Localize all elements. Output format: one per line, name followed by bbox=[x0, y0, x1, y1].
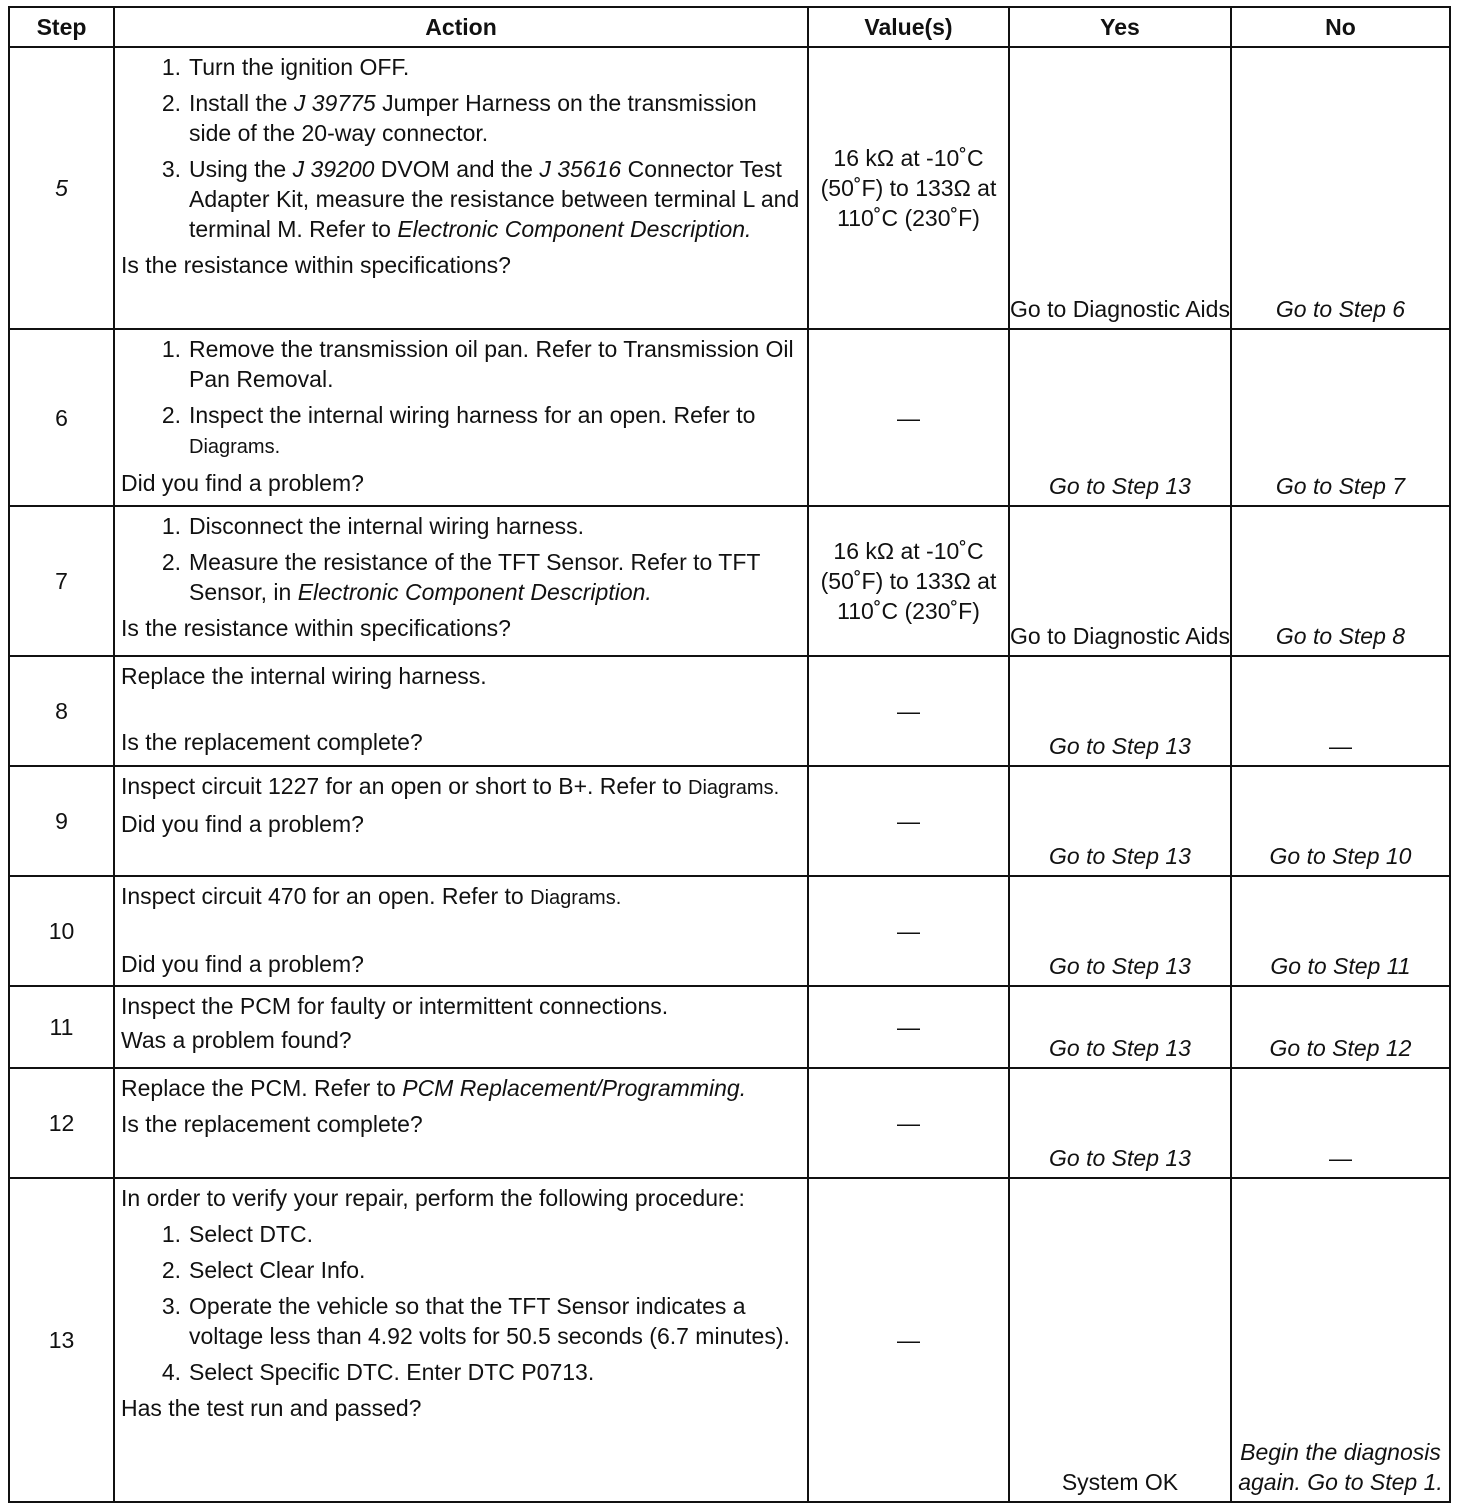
no-cell: — bbox=[1231, 1068, 1450, 1178]
value-cell: — bbox=[808, 766, 1009, 876]
step-number: 8 bbox=[9, 656, 114, 766]
table-row bbox=[9, 47, 1450, 329]
list-item: 1. Select DTC. bbox=[161, 1221, 313, 1247]
list-item: 2. Inspect the internal wiring harness for an open. Refer to Diagrams. bbox=[161, 402, 756, 458]
question: Was a problem found? bbox=[121, 1027, 352, 1053]
value-cell: — bbox=[808, 1068, 1009, 1178]
action-text: Inspect circuit 1227 for an open or short to B+. Refer to Diagrams. bbox=[121, 773, 780, 799]
action-cell bbox=[114, 506, 808, 656]
table-row bbox=[9, 1178, 1450, 1502]
no-cell: Go to Step 11 bbox=[1231, 876, 1450, 986]
action-cell bbox=[114, 329, 808, 506]
step-number: 5 bbox=[9, 47, 114, 329]
list-item: 1. Turn the ignition OFF. bbox=[161, 54, 410, 80]
yes-cell: Go to Step 13 bbox=[1009, 766, 1231, 876]
header-row bbox=[9, 7, 1450, 47]
value-cell: — bbox=[808, 1178, 1009, 1502]
value-cell: 16 kΩ at -10˚C (50˚F) to 133Ω at 110˚C (230˚F) bbox=[808, 47, 1009, 329]
action-text: In order to verify your repair, perform the following procedure: bbox=[121, 1185, 745, 1211]
no-cell: Begin the diagnosis again. Go to Step 1. bbox=[1231, 1178, 1450, 1502]
step-number: 9 bbox=[9, 766, 114, 876]
list-item: 1. Disconnect the internal wiring harness. bbox=[161, 513, 585, 539]
action-cell bbox=[114, 876, 808, 986]
value-cell: — bbox=[808, 329, 1009, 506]
action-text: Inspect circuit 470 for an open. Refer to Diagrams. bbox=[121, 883, 622, 909]
step-number: 13 bbox=[9, 1178, 114, 1502]
table-row bbox=[9, 329, 1450, 506]
question: Has the test run and passed? bbox=[121, 1395, 422, 1421]
list-item: 3. Using the J 39200 DVOM and the J 35616 Connector Test Adapter Kit, measure the resistance between terminal L and terminal M. Refer to Electronic Component Description. bbox=[161, 156, 800, 242]
value-cell: — bbox=[808, 876, 1009, 986]
question: Is the resistance within specifications? bbox=[121, 615, 511, 641]
step-number: 11 bbox=[9, 986, 114, 1068]
table-row bbox=[9, 876, 1450, 986]
yes-cell: Go to Step 13 bbox=[1009, 656, 1231, 766]
step-number: 7 bbox=[9, 506, 114, 656]
yes-cell: Go to Step 13 bbox=[1009, 876, 1231, 986]
action-cell bbox=[114, 1178, 808, 1502]
question: Did you find a problem? bbox=[121, 470, 364, 496]
action-cell bbox=[114, 1068, 808, 1178]
action-text: Replace the PCM. Refer to PCM Replacement/Programming. bbox=[121, 1075, 747, 1101]
header-step: Step bbox=[9, 7, 114, 47]
action-cell bbox=[114, 656, 808, 766]
question: Is the replacement complete? bbox=[121, 729, 423, 755]
list-item: 2. Select Clear Info. bbox=[161, 1257, 366, 1283]
table-row bbox=[9, 506, 1450, 656]
yes-cell: Go to Diagnostic Aids bbox=[1009, 47, 1231, 329]
table-row bbox=[9, 1068, 1450, 1178]
diagnostic-table bbox=[8, 6, 1451, 1503]
value-cell: — bbox=[808, 656, 1009, 766]
value-cell: — bbox=[808, 986, 1009, 1068]
header-yes: Yes bbox=[1009, 7, 1231, 47]
question: Did you find a problem? bbox=[121, 811, 364, 837]
step-number: 12 bbox=[9, 1068, 114, 1178]
yes-cell: Go to Step 13 bbox=[1009, 329, 1231, 506]
yes-cell: Go to Step 13 bbox=[1009, 1068, 1231, 1178]
table-row bbox=[9, 656, 1450, 766]
list-item: 3. Operate the vehicle so that the TFT Sensor indicates a voltage less than 4.92 volts for 50.5 seconds (6.7 minutes). bbox=[161, 1293, 790, 1349]
question: Did you find a problem? bbox=[121, 951, 364, 977]
list-item: 4. Select Specific DTC. Enter DTC P0713. bbox=[161, 1359, 595, 1385]
no-cell: Go to Step 7 bbox=[1231, 329, 1450, 506]
value-cell: 16 kΩ at -10˚C (50˚F) to 133Ω at 110˚C (230˚F) bbox=[808, 506, 1009, 656]
no-cell: — bbox=[1231, 656, 1450, 766]
yes-cell: Go to Diagnostic Aids bbox=[1009, 506, 1231, 656]
list-item: 1. Remove the transmission oil pan. Refer to Transmission Oil Pan Removal. bbox=[161, 336, 794, 392]
action-text: Replace the internal wiring harness. bbox=[121, 663, 487, 689]
table-row bbox=[9, 986, 1450, 1068]
question: Is the resistance within specifications? bbox=[121, 252, 511, 278]
header-action: Action bbox=[114, 7, 808, 47]
header-no: No bbox=[1231, 7, 1450, 47]
yes-cell: System OK bbox=[1009, 1178, 1231, 1502]
yes-cell: Go to Step 13 bbox=[1009, 986, 1231, 1068]
no-cell: Go to Step 6 bbox=[1231, 47, 1450, 329]
action-cell bbox=[114, 766, 808, 876]
action-cell bbox=[114, 986, 808, 1068]
step-number: 10 bbox=[9, 876, 114, 986]
no-cell: Go to Step 12 bbox=[1231, 986, 1450, 1068]
no-cell: Go to Step 10 bbox=[1231, 766, 1450, 876]
table-row bbox=[9, 766, 1450, 876]
list-item: 2. Measure the resistance of the TFT Sensor. Refer to TFT Sensor, in Electronic Component Description. bbox=[161, 549, 761, 605]
action-cell bbox=[114, 47, 808, 329]
list-item: 2. Install the J 39775 Jumper Harness on the transmission side of the 20-way connector. bbox=[161, 90, 757, 146]
no-cell: Go to Step 8 bbox=[1231, 506, 1450, 656]
question: Is the replacement complete? bbox=[121, 1111, 423, 1137]
step-number: 6 bbox=[9, 329, 114, 506]
header-values: Value(s) bbox=[808, 7, 1009, 47]
action-text: Inspect the PCM for faulty or intermittent connections. bbox=[121, 993, 669, 1019]
